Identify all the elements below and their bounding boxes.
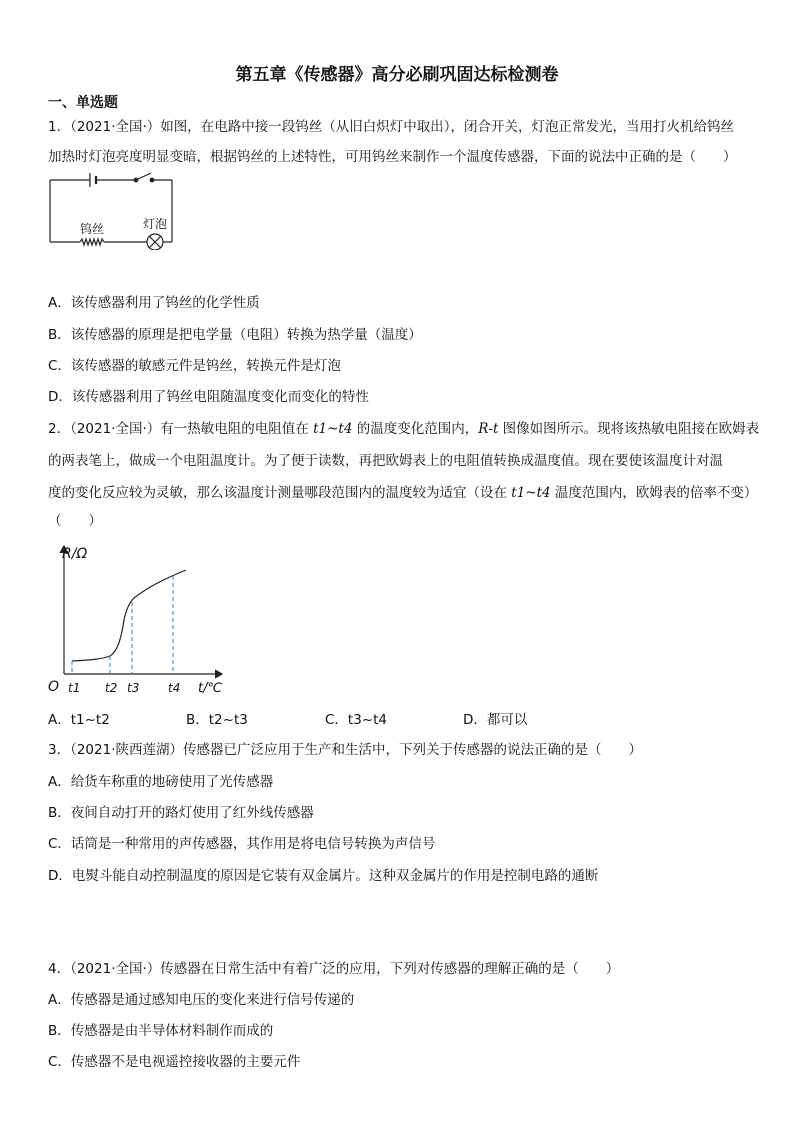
q2-stem-line4: （ ）	[48, 513, 102, 529]
q4-text: 传感器在日常生活中有着广泛的应用，下列对传感器的理解正确的是（ ）	[160, 961, 620, 977]
q1-source: （2021·全国·）	[70, 119, 161, 135]
q4-source: （2021·全国·）	[70, 961, 161, 977]
section-heading: 一、单选题	[48, 95, 118, 111]
wire-label: 钨丝	[79, 222, 105, 236]
q1-stem-line2: 加热时灯泡亮度明显变暗，根据钨丝的上述特性，可用钨丝来制作一个温度传感器，下面的说法中正确的是（ ）	[48, 149, 737, 165]
q2-text-a: 有一热敏电阻的电阻值在	[160, 421, 314, 437]
q1-option-d: D．该传感器利用了钨丝电阻随温度变化而变化的特性	[48, 389, 369, 405]
q2-rt: R-t	[478, 421, 499, 437]
origin-label: O	[48, 679, 60, 695]
q2-text-e: 温度范围内，欧姆表的倍率不变）	[550, 485, 758, 501]
y-axis-label: R/Ω	[62, 546, 88, 562]
q1-option-a: A．该传感器利用了钨丝的化学性质	[48, 295, 260, 311]
q3-source: （2021·陕西莲湖）	[70, 742, 183, 758]
q2-stem-line3	[48, 484, 757, 502]
q2-stem-line2: 的两表笔上，做成一个电阻温度计。为了便于读数，再把欧姆表上的电阻值转换成温度值。现在要使该温度计对温	[48, 453, 723, 469]
q3-option-c: C．话筒是一种常用的声传感器，其作用是将电信号转换为声信号	[48, 836, 436, 852]
q3-option-d: D．电熨斗能自动控制温度的原因是它装有双金属片。这种双金属片的作用是控制电路的通断	[48, 868, 599, 884]
tick-t4: t4	[168, 681, 181, 695]
q1-number: 1．	[48, 119, 71, 135]
q4-option-c: C．传感器不是电视遥控接收器的主要元件	[48, 1054, 301, 1070]
tick-t3: t3	[127, 681, 140, 695]
q3-number: 3．	[48, 742, 71, 758]
q2-source: （2021·全国·）	[70, 421, 161, 437]
q1-stem-line1	[48, 118, 734, 136]
q4-number: 4．	[48, 961, 71, 977]
q4-option-b: B．传感器是由半导体材料制作而成的	[48, 1023, 274, 1039]
q2-text-c: 图像如图所示。现将该热敏电阻接在欧姆表	[498, 421, 760, 437]
q2-range-2: t1~t4	[511, 485, 551, 501]
q1-text: 如图，在电路中接一段钨丝（从旧白炽灯中取出），闭合开关，灯泡正常发光，当用打火机给钨丝	[160, 119, 735, 135]
q2-range: t1~t4	[313, 421, 353, 437]
q4-option-a: A．传感器是通过感知电压的变化来进行信号传递的	[48, 992, 355, 1008]
q3-stem	[48, 741, 642, 759]
q2-option-c: C．t3~t4	[325, 712, 388, 728]
q2-option-b: B．t2~t3	[186, 712, 248, 728]
q2-stem-line1	[48, 420, 759, 438]
q2-number: 2．	[48, 421, 71, 437]
q2-rt-graph	[44, 540, 244, 700]
bulb-label: 灯泡	[142, 217, 168, 231]
q3-option-a: A．给货车称重的地磅使用了光传感器	[48, 774, 274, 790]
page-title: 第五章《传感器》高分必刷巩固达标检测卷	[235, 65, 559, 85]
q2-option-d: D．都可以	[463, 712, 528, 728]
tick-t2: t2	[105, 681, 118, 695]
rt-curve	[72, 570, 186, 661]
q3-option-b: B．夜间自动打开的路灯使用了红外线传感器	[48, 805, 314, 821]
q2-text-b: 的温度变化范围内，	[352, 421, 479, 437]
q2-text-d: 度的变化反应较为灵敏，那么该温度计测量哪段范围内的温度较为适宜（设在	[48, 485, 512, 501]
tick-t1: t1	[68, 681, 81, 695]
x-axis-label: t/℃	[198, 681, 223, 696]
q1-option-b: B．该传感器的原理是把电学量（电阻）转换为热学量（温度）	[48, 327, 422, 343]
q3-text: 传感器已广泛应用于生产和生活中，下列关于传感器的说法正确的是（ ）	[183, 742, 642, 758]
q1-option-c: C．该传感器的敏感元件是钨丝，转换元件是灯泡	[48, 358, 341, 374]
q4-stem	[48, 960, 619, 978]
q2-option-a: A．t1~t2	[48, 712, 110, 728]
q1-circuit-diagram	[46, 170, 176, 250]
